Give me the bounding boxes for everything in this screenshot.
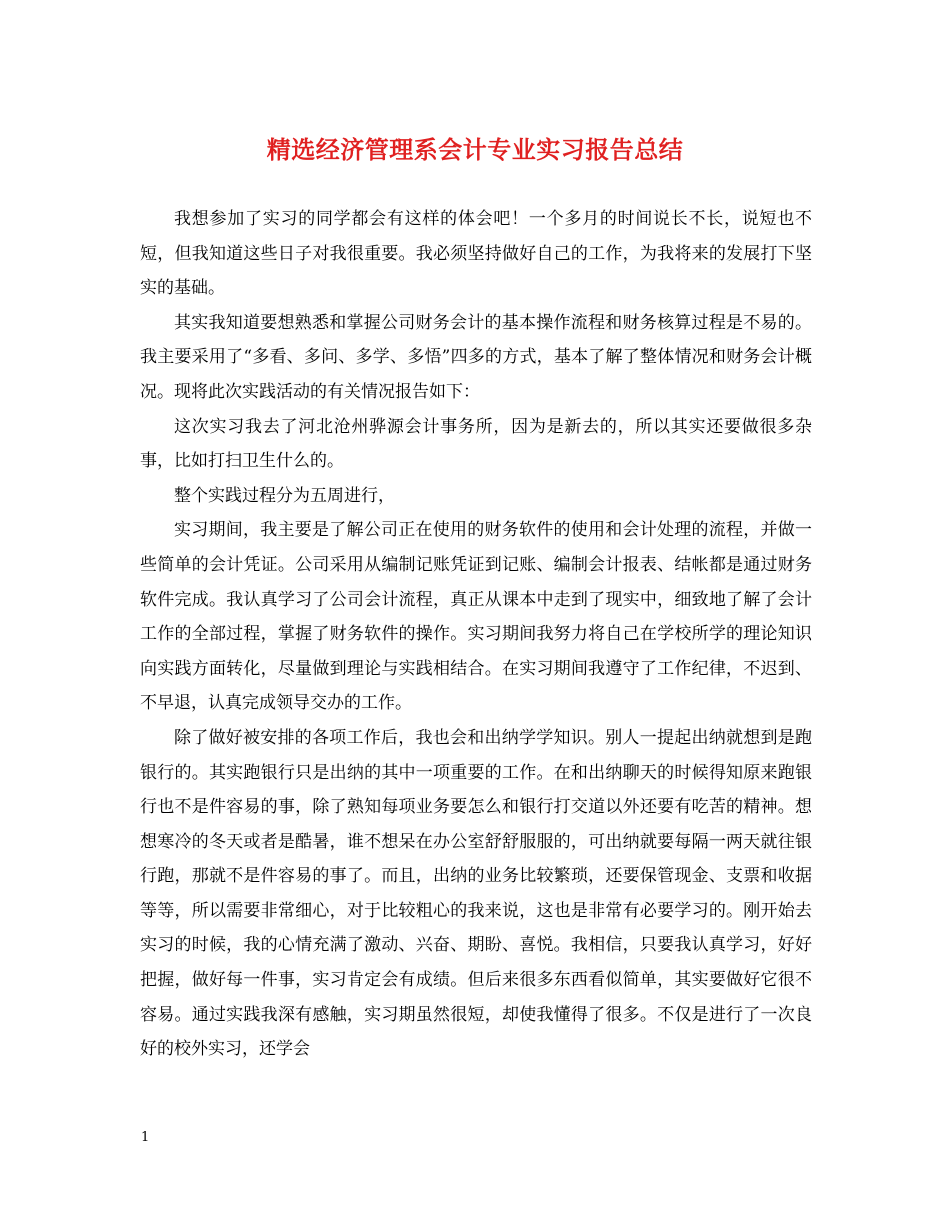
- paragraph: 这次实习我去了河北沧州骅源会计事务所，因为是新去的，所以其实还要做很多杂事，比如打扫卫生什么的。: [140, 416, 812, 472]
- paragraph: 除了做好被安排的各项工作后，我也会和出纳学学知识。别人一提起出纳就想到是跑银行的。其实跑银行只是出纳的其中一项重要的工作。在和出纳聊天的时候得知原来跑银行也不是件容易的事，除了熟知每项业务要怎么和银行打交道以外还要有吃苦的精神。想想寒冷的冬天或者是酷暑，谁不想呆在办公室舒舒服服的，可出纳就要每隔一两天就往银行跑，那就不是件容易的事了。而且，出纳的业务比较繁琐，还要保管现金、支票和收据等等，所以需要非常细心，对于比较粗心的我来说，这也是非常有必要学习的。刚开始去实习的时候，我的心情充满了激动、兴奋、期盼、喜悦。我相信，只要我认真学习，好好把握，做好每一件事，实习肯定会有成绩。但后来很多东西看似简单，其实要做好它很不容易。通过实践我深有感触，实习期虽然很短，却使我懂得了很多。不仅是进行了一次良好的校外实习，还学会: [140, 727, 812, 1060]
- document-body: [140, 202, 812, 1067]
- page-number: 1: [141, 1130, 150, 1145]
- paragraph: 整个实践过程分为五周进行，: [174, 485, 395, 506]
- paragraph: 其实我知道要想熟悉和掌握公司财务会计的基本操作流程和财务核算过程是不易的。我主要采用了“多看、多问、多学、多悟”四多的方式，基本了解了整体情况和财务会计概况。现将此次实践活动的有关情况报告如下：: [140, 312, 812, 402]
- document-title: 精选经济管理系会计专业实习报告总结: [266, 135, 684, 164]
- paragraph: 实习期间，我主要是了解公司正在使用的财务软件的使用和会计处理的流程，并做一些简单的会计凭证。公司采用从编制记账凭证到记账、编制会计报表、结帐都是通过财务软件完成。我认真学习了公司会计流程，真正从课本中走到了现实中，细致地了解了会计工作的全部过程，掌握了财务软件的操作。实习期间我努力将自己在学校所学的理论知识向实践方面转化，尽量做到理论与实践相结合。在实习期间我遵守了工作纪律，不迟到、不早退，认真完成领导交办的工作。: [140, 520, 812, 714]
- paragraph: 我想参加了实习的同学都会有这样的体会吧！一个多月的时间说长不长，说短也不短，但我知道这些日子对我很重要。我必须坚持做好自己的工作，为我将来的发展打下坚实的基础。: [140, 209, 812, 299]
